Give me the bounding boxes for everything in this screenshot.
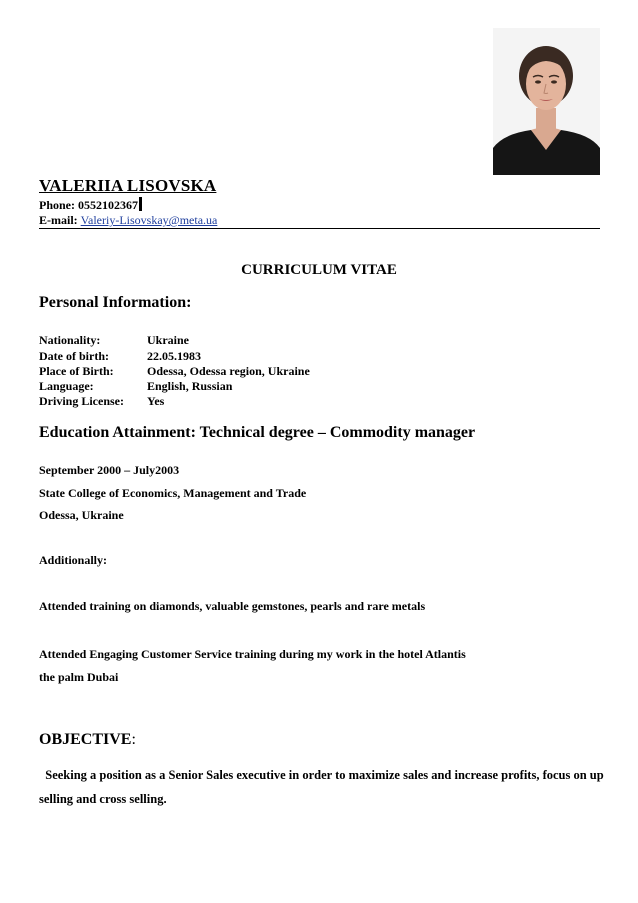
row-value: Ukraine <box>147 333 189 347</box>
row-label: Nationality: <box>39 333 101 347</box>
row-label: Date of birth: <box>39 349 109 363</box>
row-value: Yes <box>147 394 165 408</box>
row-value: English, Russian <box>147 379 233 393</box>
phone-label: Phone: <box>39 198 75 212</box>
additionally-label: Additionally: <box>39 553 108 567</box>
training-customer-service: Attended Engaging Customer Service training during my work in the hotel Atlantis <box>39 647 466 661</box>
portrait-image <box>493 28 600 175</box>
education-heading: Education Attainment: Technical degree – Commodity manager <box>39 424 476 441</box>
personal-info-heading: Personal Information: <box>39 294 192 311</box>
email-label: E-mail: <box>39 213 78 227</box>
personal-row-dob <box>39 349 201 364</box>
objective-text: Seeking a position as a Senior Sales executive in order to maximize sales and increase profits, focus on up selling and cross selling. <box>39 768 607 806</box>
personal-row-birthplace <box>39 364 310 379</box>
objective-heading: OBJECTIVE <box>39 731 132 748</box>
training-gemstones: Attended training on diamonds, valuable gemstones, pearls and rare metals <box>39 599 426 613</box>
objective-heading-line <box>39 731 136 749</box>
row-label: Place of Birth: <box>39 364 114 378</box>
document-title: CURRICULUM VITAE <box>241 262 397 278</box>
phone-line <box>39 197 142 213</box>
candidate-name: VALERIIA LISOVSKA <box>39 176 217 195</box>
phone-value: 0552102367 <box>78 198 138 212</box>
training-customer-service-cont: the palm Dubai <box>39 670 119 684</box>
education-period: September 2000 – July2003 <box>39 463 180 477</box>
education-institution: State College of Economics, Management and Trade <box>39 486 307 500</box>
personal-row-language <box>39 379 232 394</box>
row-label: Driving License: <box>39 394 124 408</box>
personal-row-nationality <box>39 333 189 348</box>
profile-photo <box>493 28 600 175</box>
row-label: Language: <box>39 379 94 393</box>
education-location: Odessa, Ukraine <box>39 508 124 522</box>
email-link[interactable]: Valeriy-Lisovskay@meta.ua <box>80 213 218 227</box>
header-divider <box>39 228 600 229</box>
personal-row-license <box>39 394 164 409</box>
text-cursor <box>139 197 142 211</box>
objective-colon: : <box>131 731 136 748</box>
row-value: 22.05.1983 <box>147 349 201 363</box>
row-value: Odessa, Odessa region, Ukraine <box>147 364 310 378</box>
email-line <box>39 213 217 228</box>
